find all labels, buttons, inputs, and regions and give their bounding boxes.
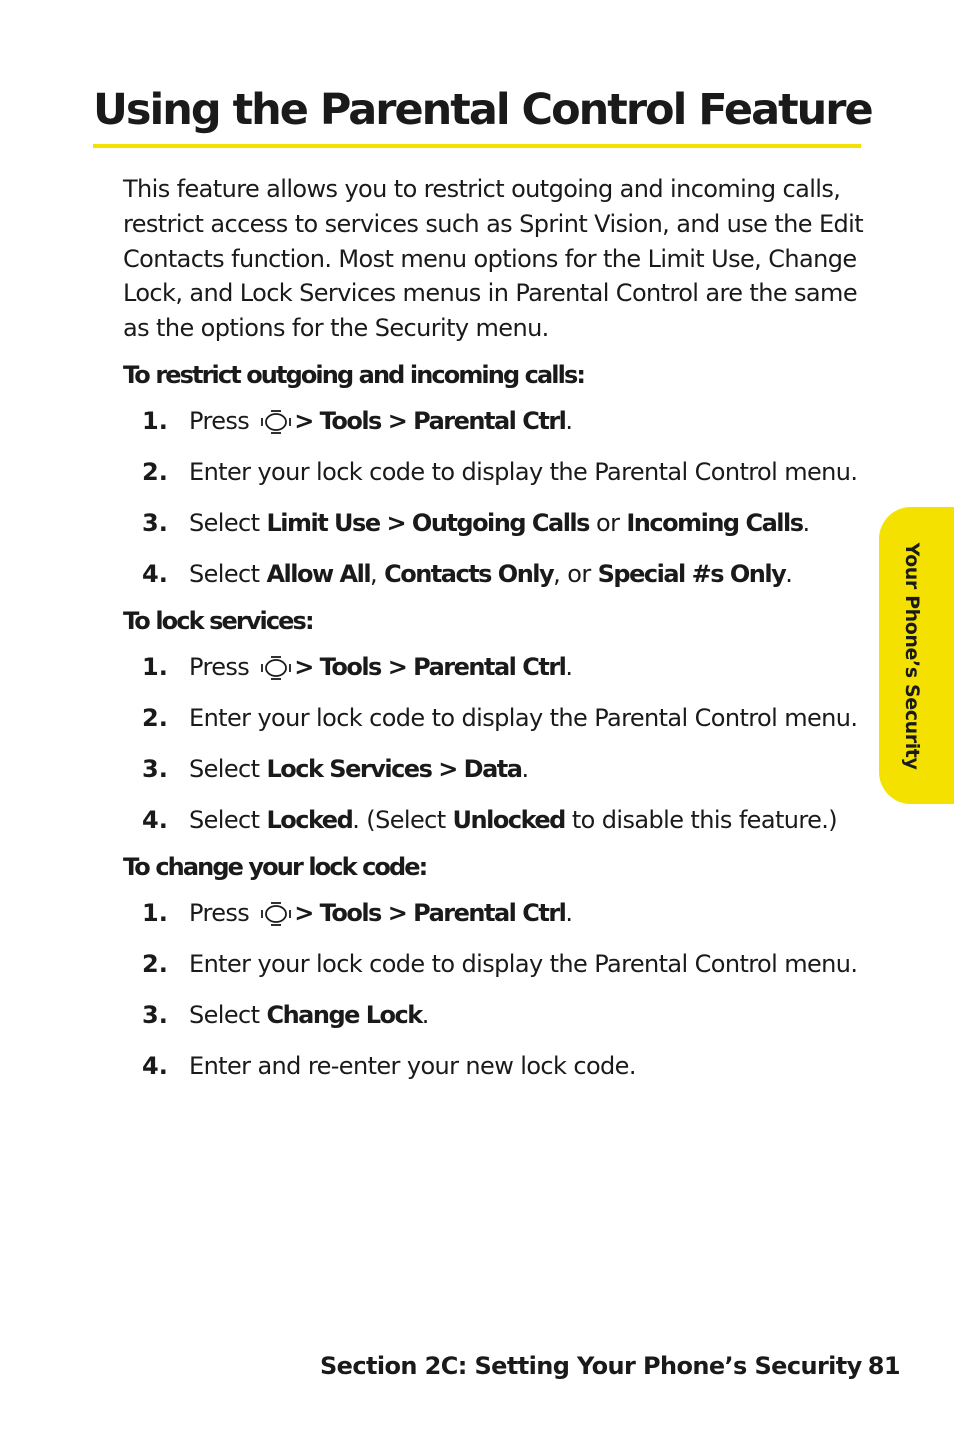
step-text: Press bbox=[189, 898, 257, 927]
step-text: Select bbox=[189, 754, 267, 783]
menu-option: Incoming Calls bbox=[626, 508, 803, 537]
step-text: Enter your lock code to display the Parental Control menu. bbox=[189, 949, 858, 978]
step-number: 4. bbox=[142, 559, 168, 588]
steps-list bbox=[123, 895, 868, 1084]
step-text: Select bbox=[189, 805, 267, 834]
menu-option: Change Lock bbox=[266, 1000, 422, 1029]
page-content bbox=[123, 172, 868, 1084]
menu-path: Lock Services > Data bbox=[266, 754, 522, 783]
step-item bbox=[123, 454, 868, 490]
step-item bbox=[123, 997, 868, 1033]
step-number: 3. bbox=[142, 508, 168, 537]
section-side-tab bbox=[879, 507, 954, 804]
step-item bbox=[123, 700, 868, 736]
procedure-lock-services bbox=[123, 606, 868, 838]
procedure-heading: To restrict outgoing and incoming calls: bbox=[123, 360, 585, 389]
step-text: Select bbox=[189, 1000, 267, 1029]
menu-path: Limit Use > Outgoing Calls bbox=[266, 508, 589, 537]
step-text: Press bbox=[189, 652, 257, 681]
page-title: Using the Parental Control Feature bbox=[93, 85, 872, 135]
side-tab-label: Your Phone’s Security bbox=[901, 542, 923, 769]
step-text: . bbox=[802, 508, 810, 537]
step-item bbox=[123, 946, 868, 982]
step-item bbox=[123, 895, 868, 931]
step-number: 4. bbox=[142, 805, 168, 834]
step-number: 4. bbox=[142, 1051, 168, 1080]
step-text: Enter and re-enter your new lock code. bbox=[189, 1051, 636, 1080]
step-text: , or bbox=[553, 559, 598, 588]
step-number: 1. bbox=[142, 652, 168, 681]
step-text: , bbox=[370, 559, 385, 588]
menu-path: > Tools > Parental Ctrl bbox=[294, 652, 566, 681]
step-text: Select bbox=[189, 559, 267, 588]
step-text: . bbox=[785, 559, 793, 588]
title-rule bbox=[93, 144, 861, 148]
menu-path: > Tools > Parental Ctrl bbox=[294, 898, 566, 927]
menu-ok-key-icon bbox=[260, 656, 292, 680]
step-text: Enter your lock code to display the Parental Control menu. bbox=[189, 703, 858, 732]
step-text: . (Select bbox=[352, 805, 453, 834]
step-number: 3. bbox=[142, 1000, 168, 1029]
menu-option: Contacts Only bbox=[384, 559, 554, 588]
intro-paragraph: This feature allows you to restrict outgoing and incoming calls, restrict access to services such as Sprint Vision, and use the Edit Contacts function. Most menu options for the Limit Use, Change Lock, and Lock Services menus in Parental Control are the same as the options for the Security menu. bbox=[123, 175, 864, 343]
step-number: 1. bbox=[142, 406, 168, 435]
menu-ok-key-icon bbox=[260, 902, 292, 926]
procedure-heading: To change your lock code: bbox=[123, 852, 427, 881]
step-text: . bbox=[565, 406, 573, 435]
step-text: . bbox=[565, 898, 573, 927]
step-number: 1. bbox=[142, 898, 168, 927]
step-item bbox=[123, 403, 868, 439]
step-item bbox=[123, 556, 868, 592]
step-text: . bbox=[521, 754, 529, 783]
step-text: . bbox=[421, 1000, 429, 1029]
procedure-restrict-calls bbox=[123, 360, 868, 592]
step-item bbox=[123, 649, 868, 685]
procedure-change-lock-code bbox=[123, 852, 868, 1084]
menu-option: Special #s Only bbox=[597, 559, 786, 588]
menu-path: > Tools > Parental Ctrl bbox=[294, 406, 566, 435]
steps-list bbox=[123, 403, 868, 592]
step-text: Enter your lock code to display the Parental Control menu. bbox=[189, 457, 858, 486]
menu-option: Unlocked bbox=[452, 805, 565, 834]
step-item bbox=[123, 1048, 868, 1084]
step-item bbox=[123, 751, 868, 787]
footer-section-title: Section 2C: Setting Your Phone’s Security bbox=[320, 1352, 862, 1380]
step-text: Press bbox=[189, 406, 257, 435]
steps-list bbox=[123, 649, 868, 838]
step-text: or bbox=[588, 508, 627, 537]
step-item bbox=[123, 505, 868, 541]
page-number: 81 bbox=[867, 1352, 900, 1380]
step-text: . bbox=[565, 652, 573, 681]
step-number: 2. bbox=[142, 703, 168, 732]
step-item bbox=[123, 802, 868, 838]
step-text: to disable this feature.) bbox=[564, 805, 838, 834]
menu-option: Allow All bbox=[266, 559, 371, 588]
step-number: 3. bbox=[142, 754, 168, 783]
menu-option: Locked bbox=[266, 805, 353, 834]
step-number: 2. bbox=[142, 949, 168, 978]
menu-ok-key-icon bbox=[260, 410, 292, 434]
procedure-heading: To lock services: bbox=[123, 606, 313, 635]
step-number: 2. bbox=[142, 457, 168, 486]
step-text: Select bbox=[189, 508, 267, 537]
